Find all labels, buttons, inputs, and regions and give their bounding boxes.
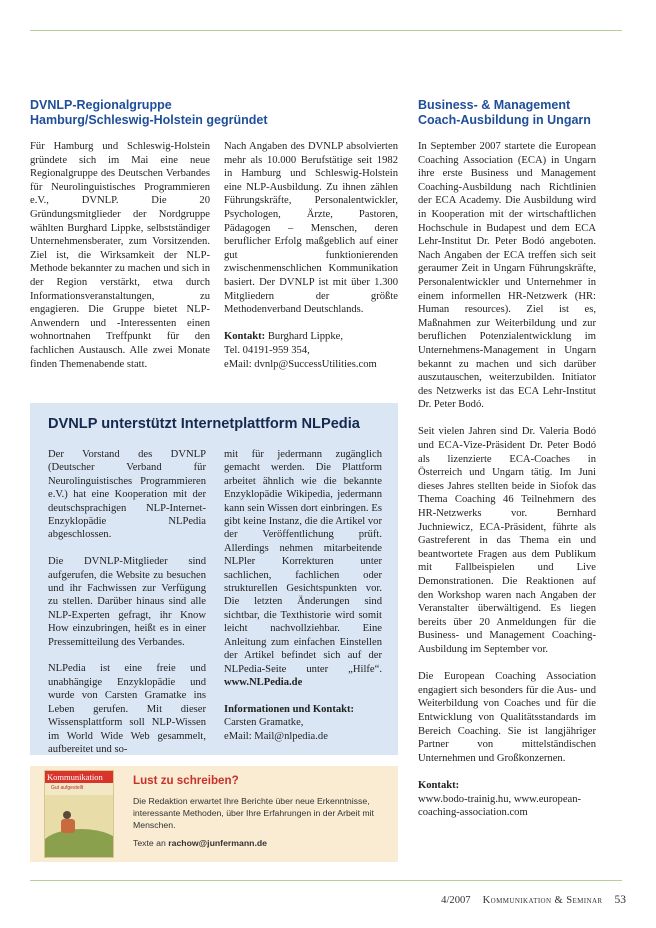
contact-email: eMail: dvnlp@SuccessUtilities.com <box>224 358 377 370</box>
nlpedia-paragraph: Die DVNLP-Mitglieder sind aufgerufen, die Website zu besuchen und ihr Fachwissen zur Verfügung zu stellen. Darüber hinaus sind alle NLP-Experten gefragt, ihr Know How einzubringen, heißt es in einer Pressemitteilung des Verbandes. <box>48 556 206 648</box>
article-right-paragraph: Die European Coaching Association engagiert sich besonders für die Aus- und Weiterbildung von Coaches und für die Entwicklung von Qualitätsstandards im Bereich Coaching. Sie ist langjähriger Partner von mittelständischen Unternehmen und Großkonzernen. <box>418 671 596 764</box>
ad-title: Lust zu schreiben? <box>133 774 239 787</box>
nlpedia-paragraph: NLPedia ist eine freie und unabhängige Enzyklopädie und wurde von Carsten Gramatke ins Leben gerufen. Mit dieser Wissensplattform soll NLP-Wissen im World Wide Web gesammelt, aufbereitet und so- <box>48 663 206 755</box>
nlpedia-link[interactable]: www.NLPedia.de <box>224 676 303 688</box>
article-right-heading-line1: Business- & Management <box>418 98 571 112</box>
footer-issue: 4/2007 <box>441 895 471 906</box>
nlpedia-paragraph <box>224 448 382 689</box>
write-for-us-ad <box>30 766 398 862</box>
nlpedia-box <box>30 403 398 755</box>
contact-name: Burghard Lippke, <box>265 331 343 343</box>
top-rule <box>30 30 622 31</box>
article-left-column-1 <box>30 140 210 371</box>
contact-links: www.bodo-trainig.hu, www.european-coaching-association.com <box>418 793 582 819</box>
nlpedia-paragraph-text: mit für jedermann zugänglich gemacht werden. Die Plattform arbeitet ähnlich wie die bekannte Enzyklopädie Wikipedia, jedermann kann sein Wissen dort einbringen. Es gibt keine Instanz, die die Artikel vor der Veröffentlichung prüft. Allerdings nehmen mitarbeitende NLPler Korrekturen unter sachlichen, fachlichen oder strukturellen Gesichtspunkten vor. Die letzten Änderungen sind sichtbar, die Texthistorie wird somit leicht nachvollziehbar. Eine Anleitung zum einfachen Einstellen der Artikel befindet sich auf der NLPedia-Seite unter „Hilfe“. <box>224 449 382 675</box>
magazine-cover-subtitle: Gut aufgestellt <box>51 785 84 791</box>
contact-name: Carsten Gramatke, <box>224 717 304 729</box>
article-right-column <box>418 140 596 820</box>
magazine-cover-image <box>44 770 114 858</box>
contact-email: eMail: Mail@nlpedia.de <box>224 730 328 742</box>
article-left-heading-line2: Hamburg/Schleswig-Holstein gegründet <box>30 113 268 127</box>
contact-label: Kontakt: <box>224 331 266 343</box>
article-right-heading <box>418 98 591 128</box>
article-left-paragraph: Nach Angaben des DVNLP absolvierten mehr als 10.000 Berufstätige seit 1982 in Hamburg und Schleswig-Holstein eine NLP-Ausbildung. Zu ihnen zählen Führungskräfte, Personalentwickler, Psychologen, Ärzte, Pastoren, Pädagogen – Menschen, deren beruflicher Erfolg maßgeblich auf einer gut funktionierenden zwischenmenschlichen Kommunikation basiert. Der DVNLP ist mit über 1.300 Mitgliedern der größte Methodenverband Deutschlands. <box>224 141 398 316</box>
contact-label: Informationen und Kontakt: <box>224 703 355 715</box>
nlpedia-paragraph: Der Vorstand des DVNLP (Deutscher Verband für Neurolinguistisches Programmieren e.V.) hat eine Kooperation mit der deutschsprachigen NLP-Internet-Enzyklopädie NLPedia abgeschlossen. <box>48 449 206 541</box>
contact-phone: Tel. 04191-959 354, <box>224 344 310 356</box>
ad-contact-prefix: Texte an <box>133 838 169 849</box>
ad-paragraph: Die Redaktion erwartet Ihre Berichte über neue Erkenntnisse, interessante Methoden, über Ihre Erfahrungen in der Arbeit mit Menschen. <box>133 796 374 831</box>
page-footer <box>441 894 626 907</box>
article-right-contact <box>418 779 596 820</box>
magazine-cover-title: Kommunikation <box>47 772 103 782</box>
bottom-rule <box>30 880 622 881</box>
ad-contact <box>133 837 395 849</box>
footer-journal-name: Kommunikation & Seminar <box>482 895 603 906</box>
footer-page-number: 53 <box>614 894 626 906</box>
article-left-heading <box>30 98 268 128</box>
article-right-heading-line2: Coach-Ausbildung in Ungarn <box>418 113 591 127</box>
ad-contact-email[interactable]: rachow@junfermann.de <box>168 838 268 849</box>
article-right-paragraph: Seit vielen Jahren sind Dr. Valeria Bodó und ECA-Vize-Präsident Dr. Peter Bodó als lizenzierte ECA-Coaches in Österreich und Ungarn tätig. Im Juni dieses Jahres stellten beide in Siofok das Thema Coaching 46 Teilnehmern des HR-Netzwerks vor. Bernhard Juchniewicz, ECA-Präsident, führte als Gastreferent in das Thema ein und beantwortete Fragen aus dem Publikum mit Fallbeispielen und Live Demonstrationen. Die Reaktionen auf den Workshop waren nach Angaben der Veranstalter überwältigend. Es liegen bereits über 20 Anmeldungen für die Business- und Management Coaching-Ausbildung im September vor. <box>418 426 596 655</box>
nlpedia-column-2 <box>224 448 382 743</box>
article-right-paragraph: In September 2007 startete die European Coaching Association (ECA) in Ungarn ihre erste Business und Management Coaching-Ausbildung nach Richtlinien der ECA Academy. Die Ausbildung wird in Kooperation mit der wirtschaftlichen Hochschule in Budapest und dem ECA Lehr-Institut Dr. Peter Bodó angeboten. Nach Angaben der ECA treffen sich seit geraumer Zeit in Ungarn Führungskräfte, Personalentwickler und Unternehmer in einem informellen HR-Netzwerk (HR: Human resources). Ziel ist es, Maßnahmen zur Weiterbildung und zur beruflichen Potenzialentwicklung im Unternehmens-Management in Ungarn bekannt zu machen und sich darüber auszutauschen, weiterzubilden. Initiator des Netzwerks ist das ECA Lehr-Institut Dr. Peter Bodó. <box>418 141 596 411</box>
nlpedia-box-title: DVNLP unterstützt Internetplattform NLPedia <box>48 416 360 432</box>
nlpedia-contact <box>224 703 382 743</box>
article-left-contact <box>224 330 398 371</box>
nlpedia-column-1 <box>48 448 206 756</box>
article-left-heading-line1: DVNLP-Regionalgruppe <box>30 98 172 112</box>
contact-label: Kontakt: <box>418 779 460 791</box>
article-left-paragraph: Für Hamburg und Schleswig-Holstein gründete sich im Mai eine neue Regionalgruppe des Deutschen Verbandes für Neurolinguistisches Programmieren e.V., DVNLP. Die 20 Gründungsmitglieder der Nordgruppe wählten Burghard Lippke, selbstständiger Unternehmensberater, zum Vorsitzenden. Ziel ist, die Wirksamkeit der NLP-Methode bekannter zu machen und sich in der Region verstärkt, etwa durch Informationsveranstaltungen, zu engagieren. Die Gruppe bietet NLP-Anwendern und -Interessenten einen wohnortnahen Treffpunkt für den fachlichen Austausch. Alle zwei Monate finden Themenabende statt. <box>30 141 210 370</box>
article-left-column-2 <box>224 140 398 371</box>
ad-text <box>133 795 395 855</box>
